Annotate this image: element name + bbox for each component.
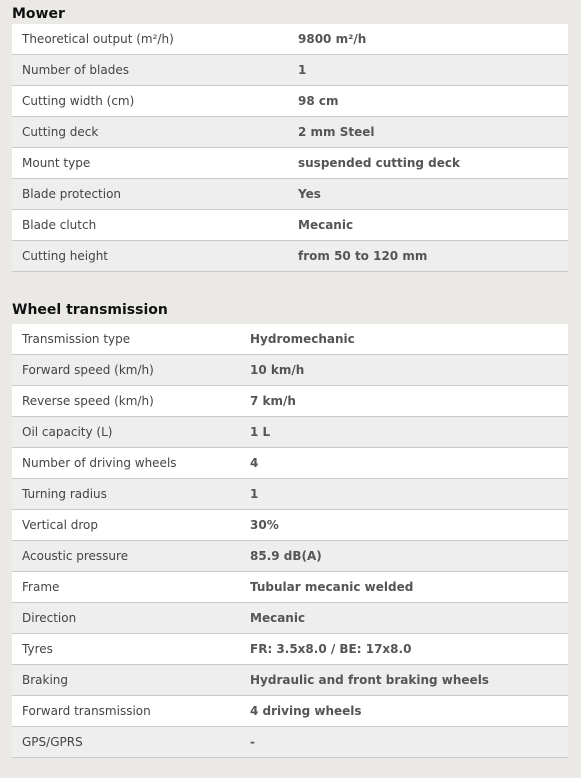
- table-row: [12, 324, 568, 355]
- table-row: [12, 510, 568, 541]
- spec-label: Direction: [12, 603, 240, 634]
- spec-label: Acoustic pressure: [12, 541, 240, 572]
- table-row: [12, 86, 568, 117]
- table-row: [12, 241, 568, 272]
- spec-value: 4 driving wheels: [240, 696, 568, 727]
- spec-value: 10 km/h: [240, 355, 568, 386]
- spec-label: Reverse speed (km/h): [12, 386, 240, 417]
- table-row: [12, 665, 568, 696]
- spec-value: FR: 3.5x8.0 / BE: 17x8.0: [240, 634, 568, 665]
- table-row: [12, 55, 568, 86]
- spec-value: 1 L: [240, 417, 568, 448]
- spec-value: 98 cm: [288, 86, 568, 117]
- spec-label: Cutting width (cm): [12, 86, 288, 117]
- section-title-mower: Mower: [12, 6, 65, 22]
- table-row: [12, 696, 568, 727]
- mower-spec-table: [12, 24, 568, 272]
- section-title-wheel-transmission: Wheel transmission: [12, 302, 168, 318]
- spec-label: Tyres: [12, 634, 240, 665]
- table-row: [12, 117, 568, 148]
- spec-value: 4: [240, 448, 568, 479]
- spec-value: 30%: [240, 510, 568, 541]
- table-row: [12, 417, 568, 448]
- spec-label: Turning radius: [12, 479, 240, 510]
- spec-value: Yes: [288, 179, 568, 210]
- spec-label: Cutting height: [12, 241, 288, 272]
- spec-label: Forward speed (km/h): [12, 355, 240, 386]
- table-row: [12, 448, 568, 479]
- table-row: [12, 727, 568, 758]
- spec-label: GPS/GPRS: [12, 727, 240, 758]
- spec-value: Mecanic: [240, 603, 568, 634]
- spec-label: Blade clutch: [12, 210, 288, 241]
- spec-value: -: [240, 727, 568, 758]
- spec-label: Number of blades: [12, 55, 288, 86]
- section-spacer: [0, 272, 581, 302]
- table-row: [12, 572, 568, 603]
- spec-label: Transmission type: [12, 324, 240, 355]
- spec-value: Hydromechanic: [240, 324, 568, 355]
- spec-label: Mount type: [12, 148, 288, 179]
- table-row: [12, 479, 568, 510]
- table-row: [12, 24, 568, 55]
- table-row: [12, 355, 568, 386]
- spec-value: Tubular mecanic welded: [240, 572, 568, 603]
- spec-label: Forward transmission: [12, 696, 240, 727]
- spec-label: Cutting deck: [12, 117, 288, 148]
- spec-value: from 50 to 120 mm: [288, 241, 568, 272]
- spec-label: Frame: [12, 572, 240, 603]
- spec-value: suspended cutting deck: [288, 148, 568, 179]
- spec-label: Theoretical output (m²/h): [12, 24, 288, 55]
- spec-value: 1: [240, 479, 568, 510]
- spec-label: Oil capacity (L): [12, 417, 240, 448]
- table-row: [12, 179, 568, 210]
- spec-value: 9800 m²/h: [288, 24, 568, 55]
- spec-label: Vertical drop: [12, 510, 240, 541]
- spec-value: 1: [288, 55, 568, 86]
- spec-value: Mecanic: [288, 210, 568, 241]
- spec-label: Number of driving wheels: [12, 448, 240, 479]
- table-row: [12, 386, 568, 417]
- table-row: [12, 148, 568, 179]
- table-row: [12, 210, 568, 241]
- wheel-transmission-spec-table: [12, 324, 568, 758]
- table-row: [12, 603, 568, 634]
- table-row: [12, 634, 568, 665]
- spec-value: 2 mm Steel: [288, 117, 568, 148]
- spec-value: 7 km/h: [240, 386, 568, 417]
- spec-value: 85.9 dB(A): [240, 541, 568, 572]
- spec-label: Blade protection: [12, 179, 288, 210]
- spec-label: Braking: [12, 665, 240, 696]
- table-row: [12, 541, 568, 572]
- spec-value: Hydraulic and front braking wheels: [240, 665, 568, 696]
